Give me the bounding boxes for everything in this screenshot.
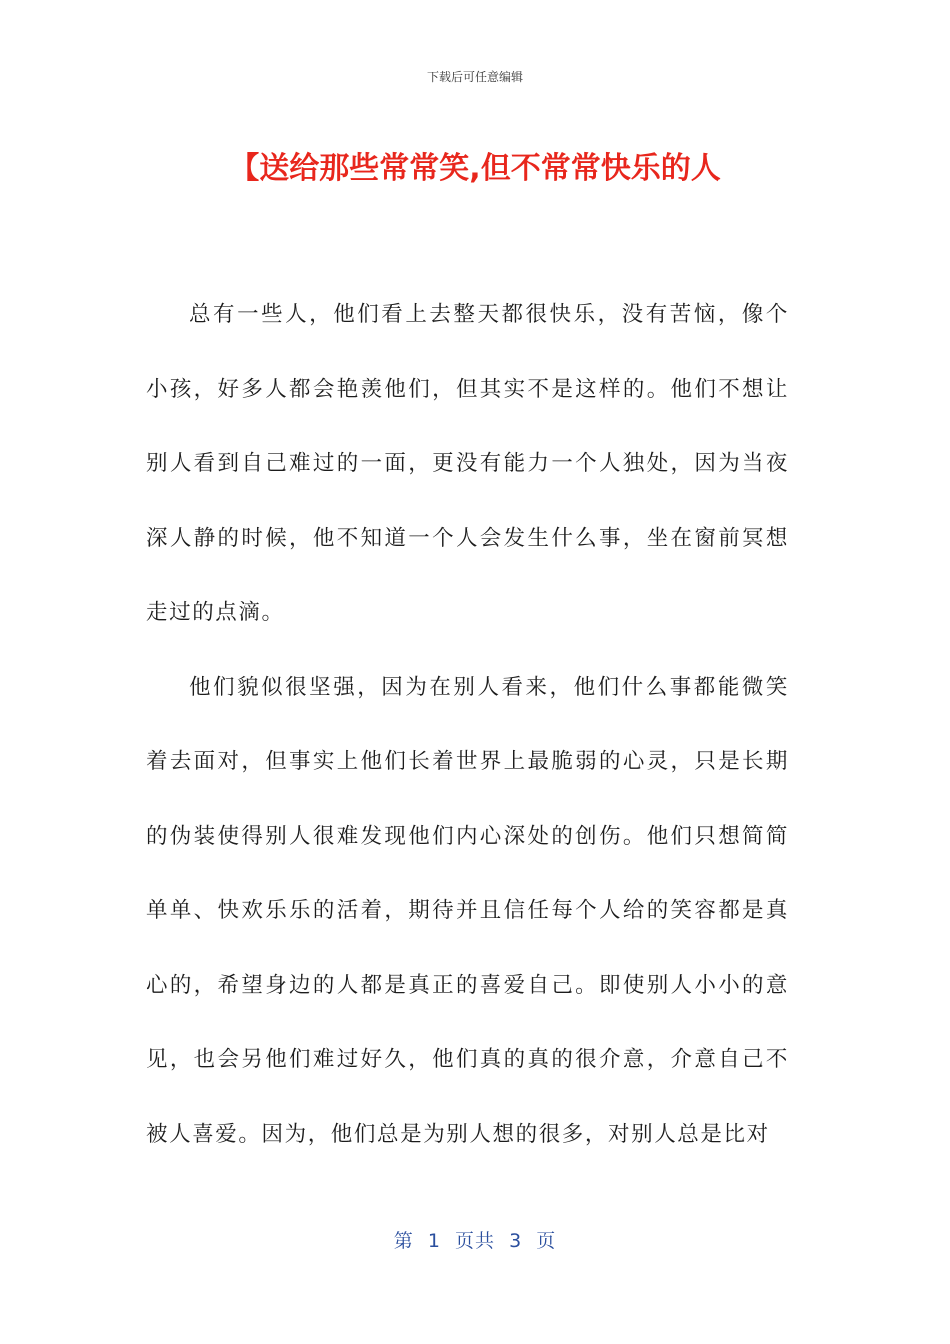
paragraph-1: 总有一些人，他们看上去整天都很快乐，没有苦恼，像个小孩，好多人都会艳羡他们，但其实不是这样的。他们不想让别人看到自己难过的一面，更没有能力一个人独处，因为当夜深人静的时候，他不知道一个人会发生什么事，坐在窗前冥想走过的点滴。 (146, 302, 789, 625)
page-number-footer: 第 1 页共 3 页 (393, 1230, 557, 1252)
document-body (146, 278, 789, 1172)
paragraph-2: 他们貌似很坚强，因为在别人看来，他们什么事都能微笑着去面对，但事实上他们长着世界上最脆弱的心灵，只是长期的伪装使得别人很难发现他们内心深处的创伤。他们只想简简单单、快欢乐乐的活着，期待并且信任每个人给的笑容都是真心的，希望身边的人都是真正的喜爱自己。即使别人小小的意见，也会另他们难过好久，他们真的真的很介意，介意自己不被人喜爱。因为，他们总是为别人想的很多，对别人总是比对 (146, 674, 789, 1147)
document-title: 【送给那些常常笑,但不常常快乐的人 (229, 151, 721, 186)
header-note: 下载后可任意编辑 (426, 70, 523, 84)
